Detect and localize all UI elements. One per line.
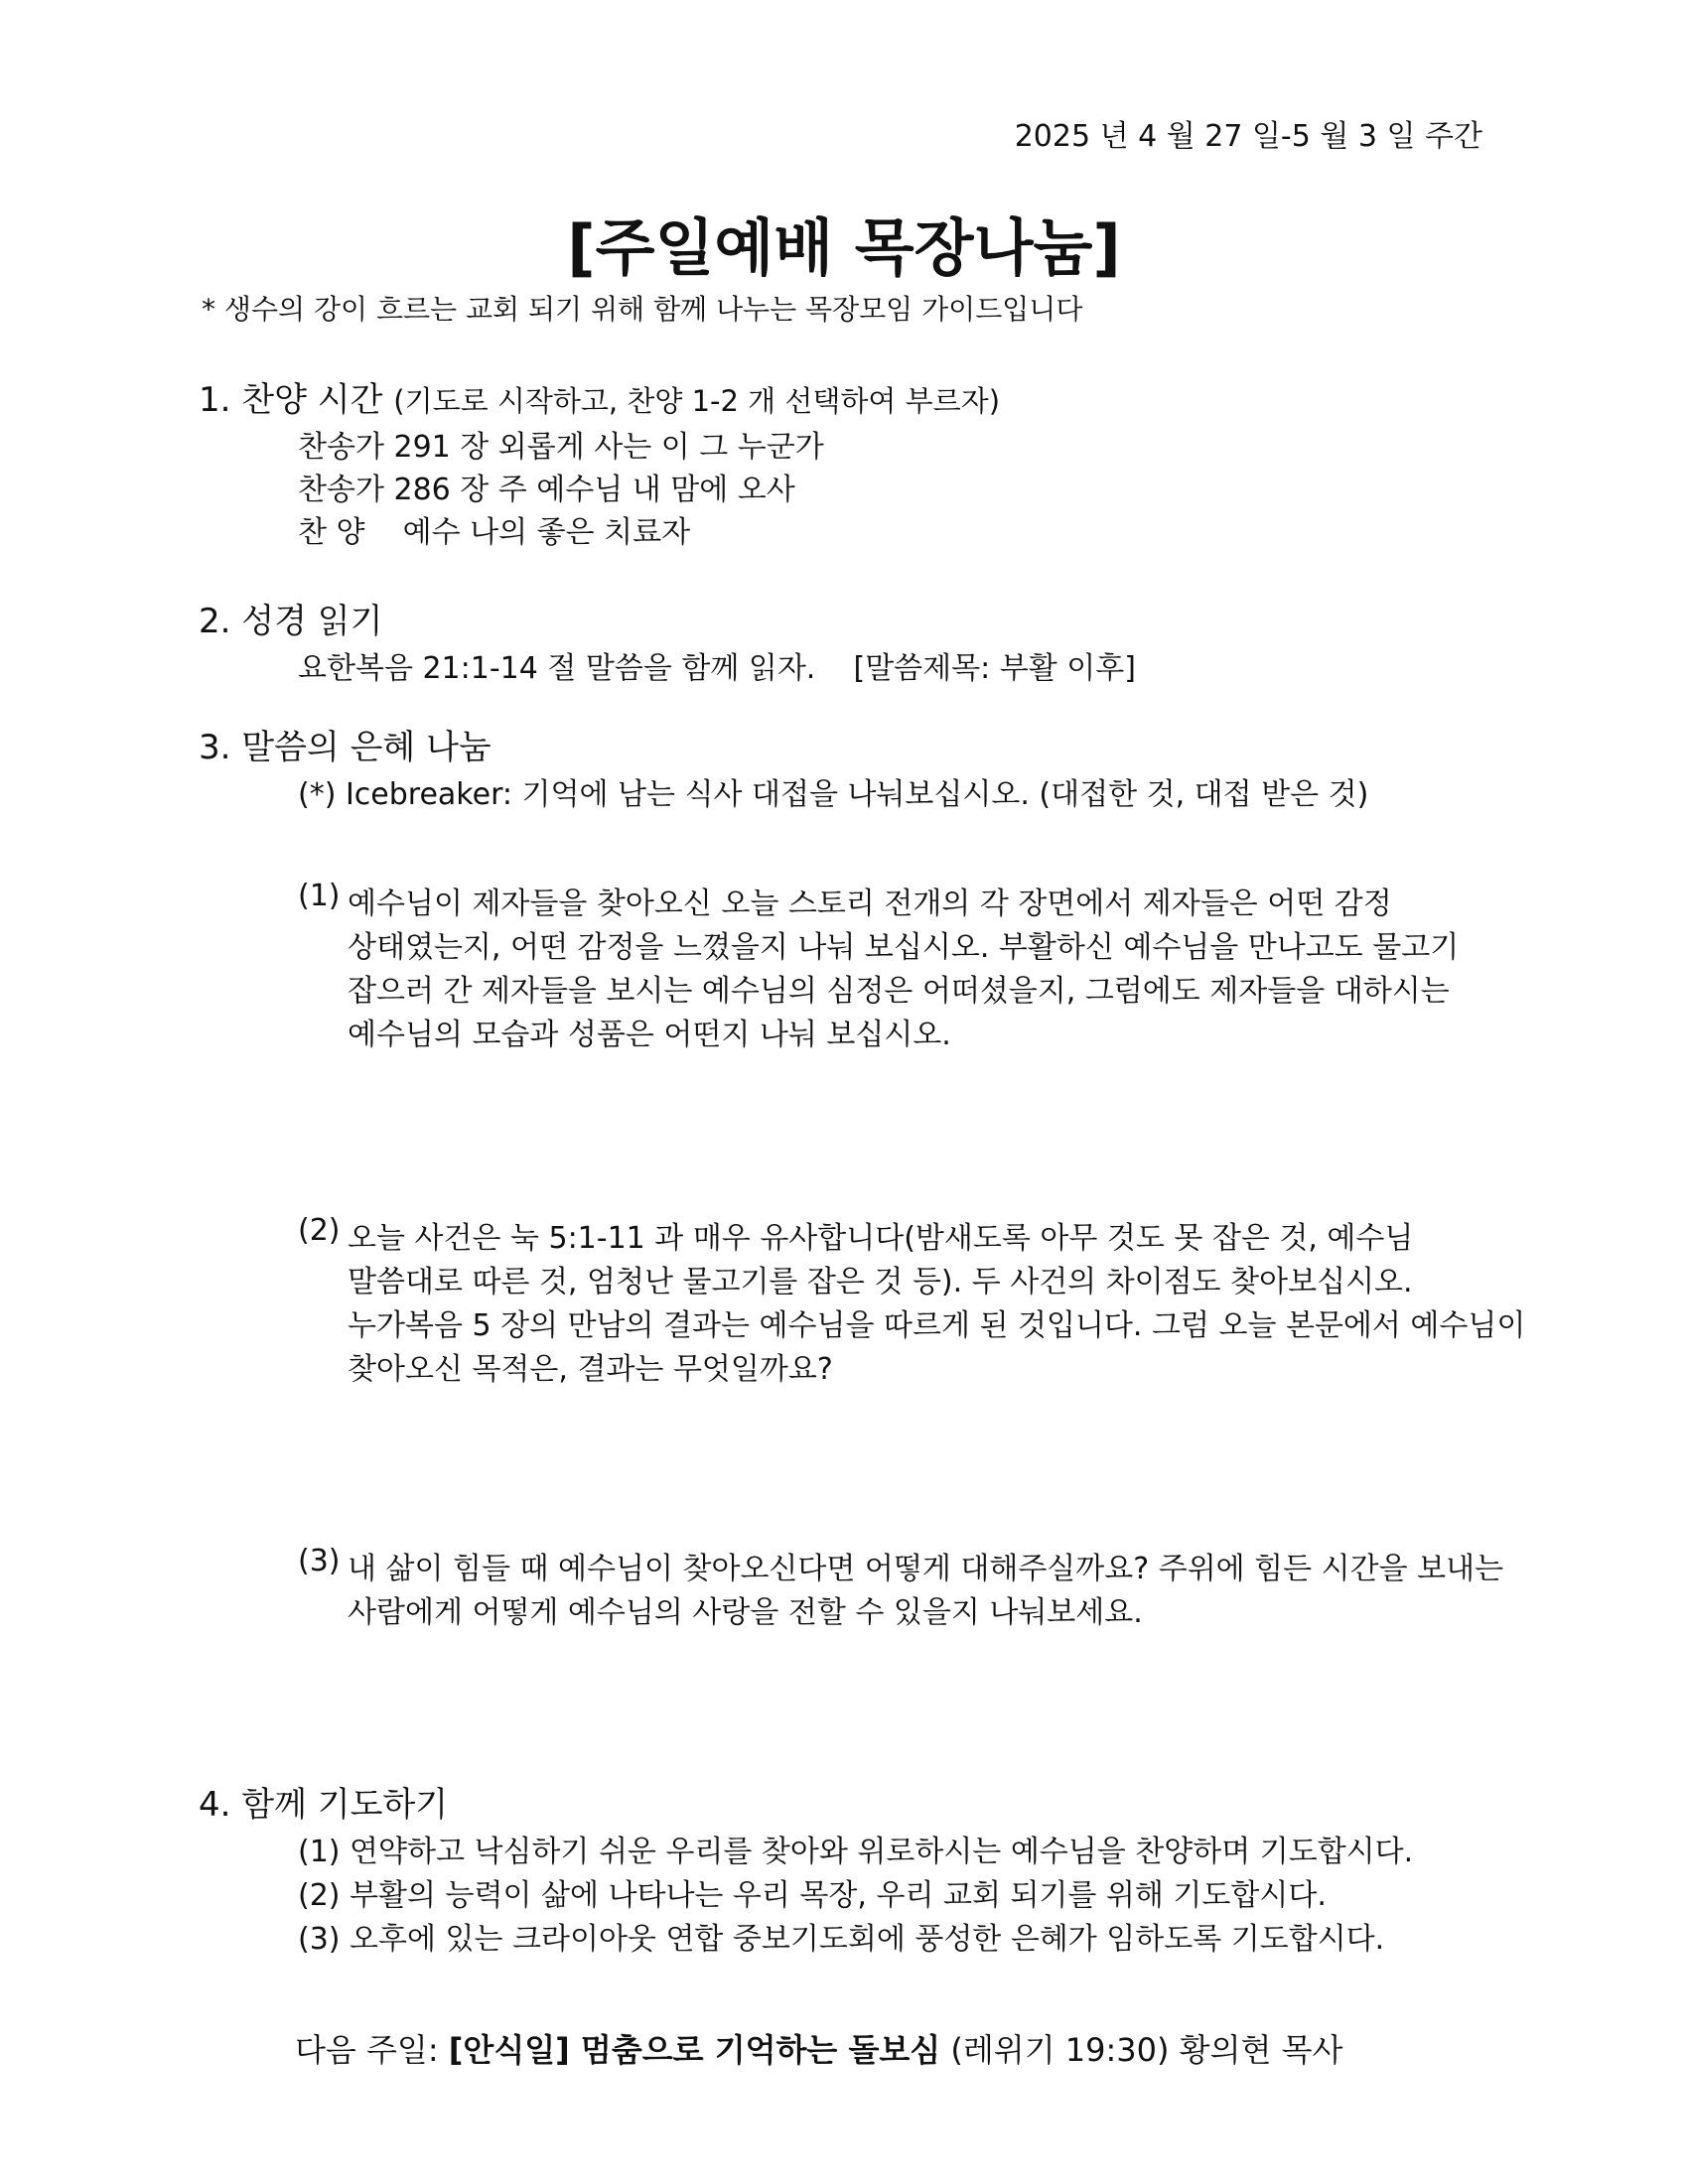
question-number: (3) — [298, 1544, 341, 1578]
section-sharing-heading: 3. 말씀의 은혜 나눔 — [199, 728, 492, 767]
page-title: [주일예배 목장나눔] — [567, 211, 1121, 284]
song-item: 찬송가 286 장 주 예수님 내 맘에 오사 — [298, 473, 795, 507]
question-line: 말씀대로 따른 것, 엄청난 물고기를 잡은 것 등). 두 사건의 차이점도 찾아보십시오. — [348, 1265, 1413, 1299]
question-line: 오늘 사건은 눅 5:1-11 과 매우 유사합니다(밤새도록 아무 것도 못 잡은 것, 예수님 — [348, 1221, 1414, 1256]
date-range: 2025 년 4 월 27 일-5 월 3 일 주간 — [1014, 119, 1482, 154]
question-line: 누가복음 5 장의 만남의 결과는 예수님을 따르게 된 것입니다. 그럼 오늘 본문에서 예수님이 — [348, 1308, 1526, 1343]
section-heading: 1. 찬양 시간 — [199, 380, 383, 420]
question-line: 내 삶이 힘들 때 예수님이 찾아오신다면 어떻게 대해주실까요? 주위에 힘든 시간을 보내는 — [348, 1552, 1504, 1586]
next-sermon-title: [안식일] 멈춤으로 기억하는 돌보심 — [448, 2031, 941, 2069]
question-line: 찾아오신 목적은, 결과는 무엇일까요? — [348, 1352, 833, 1387]
question-line: 예수님이 제자들을 찾아오신 오늘 스토리 전개의 각 장면에서 제자들은 어떤 감정 — [348, 887, 1392, 921]
prayer-item: (2) 부활의 능력이 삶에 나타나는 우리 목장, 우리 교회 되기를 위해 기도합시다. — [298, 1878, 1327, 1913]
question-line: 잡으러 간 제자들을 보시는 예수님의 심정은 어떠셨을지, 그럼에도 제자들을 대하시는 — [348, 974, 1450, 1009]
question-line: 상태였는지, 어떤 감정을 느꼈을지 나눠 보십시오. 부활하신 예수님을 만나고도 물고기 — [348, 930, 1460, 965]
next-sunday — [295, 2025, 1342, 2071]
next-sunday-label: 다음 주일: — [295, 2031, 439, 2069]
section-reading-heading: 2. 성경 읽기 — [199, 602, 383, 641]
reading-text: 요한복음 21:1-14 절 말씀을 함께 읽자. [말씀제목: 부활 이후] — [298, 651, 1136, 686]
song-item: 찬송가 291 장 외롭게 사는 이 그 누군가 — [298, 430, 824, 465]
section-note: (기도로 시작하고, 찬양 1-2 개 선택하여 부르자) — [393, 384, 1001, 418]
icebreaker: (*) Icebreaker: 기억에 남는 식사 대접을 나눠보십시오. (대접한 것, 대접 받은 것) — [298, 777, 1369, 812]
question-number: (1) — [298, 879, 341, 913]
question-number: (2) — [298, 1213, 341, 1248]
section-prayer-heading: 4. 함께 기도하기 — [199, 1785, 449, 1825]
prayer-item: (3) 오후에 있는 크라이아웃 연합 중보기도회에 풍성한 은혜가 임하도록 기도합시다. — [298, 1922, 1385, 1957]
prayer-item: (1) 연약하고 낙심하기 쉬운 우리를 찾아와 위로하시는 예수님을 찬양하며 기도합시다. — [298, 1835, 1414, 1869]
song-item: 찬 양 예수 나의 좋은 치료자 — [298, 515, 691, 550]
section-praise — [199, 372, 1000, 421]
page-subtitle: * 생수의 강이 흐르는 교회 되기 위해 함께 나누는 목장모임 가이드입니다 — [202, 293, 1083, 326]
question-line: 사람에게 어떻게 예수님의 사랑을 전할 수 있을지 나눠보세요. — [348, 1595, 1143, 1630]
next-sermon-reference: (레위기 19:30) 황의현 목사 — [950, 2031, 1343, 2069]
question-line: 예수님의 모습과 성품은 어떤지 나눠 보십시오. — [348, 1018, 951, 1052]
